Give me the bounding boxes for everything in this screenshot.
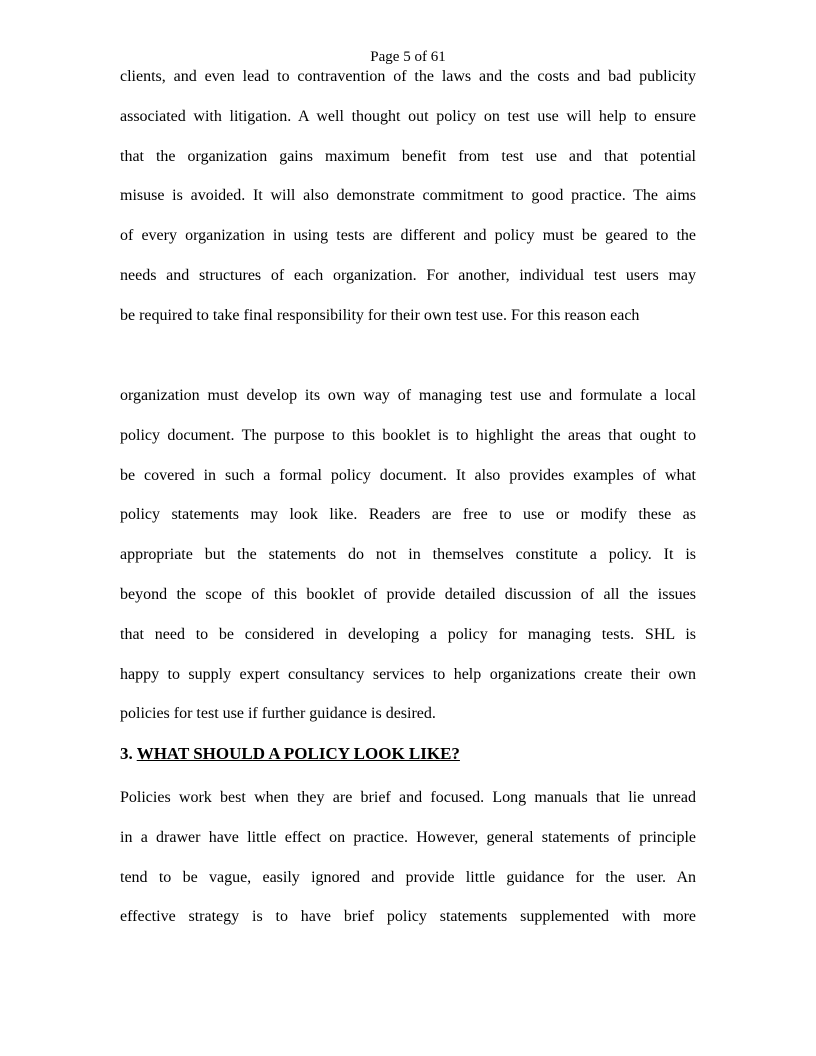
- text-line: of every organization in using tests are different and policy must be geared to the: [120, 227, 696, 245]
- paragraph-policy-document: [120, 376, 696, 734]
- text-line: beyond the scope of this booklet of provide detailed discussion of all the issues: [120, 585, 696, 603]
- text-line: that need to be considered in developing a policy for managing tests. SHL is: [120, 625, 696, 643]
- text-line: be required to take final responsibility for their own test use. For this reason each: [120, 306, 640, 324]
- text-line: policies for test use if further guidance is desired.: [120, 705, 436, 723]
- text-line: appropriate but the statements do not in themselves constitute a policy. It is: [120, 546, 696, 564]
- page-number-header: Page 5 of 61: [370, 49, 446, 65]
- text-line: organization must develop its own way of managing test use and formulate a local: [120, 387, 696, 404]
- section-heading: [120, 743, 460, 765]
- paragraph-policies: [120, 778, 696, 937]
- paragraph-continued: [120, 57, 696, 336]
- text-line: be covered in such a formal policy document. It also provides examples of what: [120, 466, 696, 484]
- text-line: policy statements may look like. Readers are free to use or modify these as: [120, 506, 696, 524]
- text-line: policy document. The purpose to this booklet is to highlight the areas that ought to: [120, 426, 696, 444]
- text-line: that the organization gains maximum benefit from test use and that potential: [120, 147, 696, 165]
- text-line: associated with litigation. A well thought out policy on test use will help to ensure: [120, 107, 696, 125]
- section-title: WHAT SHOULD A POLICY LOOK LIKE?: [136, 744, 460, 763]
- section-number: 3.: [120, 744, 133, 763]
- text-line: tend to be vague, easily ignored and provide little guidance for the user. An: [120, 868, 696, 886]
- text-line: happy to supply expert consultancy services to help organizations create their own: [120, 665, 696, 683]
- text-line: needs and structures of each organization. For another, individual test users may: [120, 266, 696, 284]
- text-line: effective strategy is to have brief policy statements supplemented with more: [120, 908, 696, 926]
- text-line: misuse is avoided. It will also demonstrate commitment to good practice. The aims: [120, 187, 696, 205]
- text-line: in a drawer have little effect on practice. However, general statements of principle: [120, 828, 696, 846]
- text-line: Policies work best when they are brief and focused. Long manuals that lie unread: [120, 789, 696, 806]
- text-line: clients, and even lead to contravention of the laws and the costs and bad publicity: [120, 68, 696, 85]
